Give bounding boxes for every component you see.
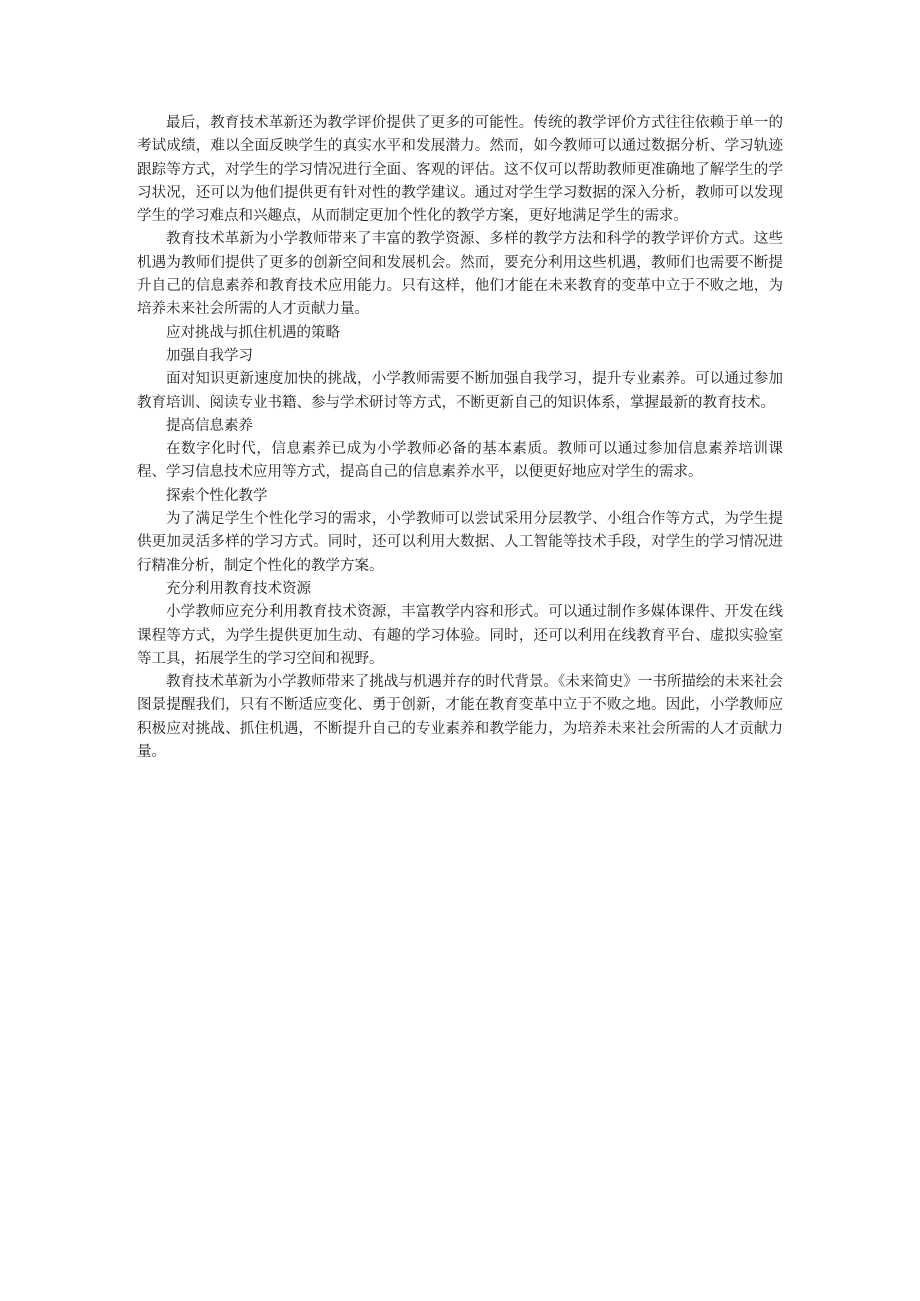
subheading-information-literacy: 提高信息素养 <box>166 417 253 434</box>
subheading-technology-resources: 充分利用教育技术资源 <box>166 580 311 597</box>
paragraph-self-learning: 面对知识更新速度加快的挑战，小学教师需要不断加强自我学习，提升专业素养。可以通过参加教育培训、阅读专业书籍、参与学术研讨等方式，不断更新自己的知识体系，掌握最新的教育技术。 <box>137 371 783 411</box>
paragraph-conclusion: 教育技术革新为小学教师带来了挑战与机遇并存的时代背景。《未来简史》一书所描绘的未来社会图景提醒我们，只有不断适应变化、勇于创新，才能在教育变革中立于不败之地。因此，小学教师应积极应对挑战、抓住机遇，不断提升自己的专业素养和教学能力，为培养未来社会所需的人才贡献力量。 <box>137 674 783 761</box>
subheading-self-learning: 加强自我学习 <box>166 347 253 364</box>
paragraph-personalized-teaching: 为了满足学生个性化学习的需求，小学教师可以尝试采用分层教学、小组合作等方式，为学生提供更加灵活多样的学习方式。同时，还可以利用大数据、人工智能等技术手段，对学生的学习情况进行精准分析，制定个性化的教学方案。 <box>137 511 783 574</box>
subheading-personalized-teaching: 探索个性化教学 <box>166 487 268 504</box>
section-heading-strategies: 应对挑战与抓住机遇的策略 <box>166 324 340 341</box>
paragraph-technology-resources: 小学教师应充分利用教育技术资源，丰富教学内容和形式。可以通过制作多媒体课件、开发在线课程等方式，为学生提供更加生动、有趣的学习体验。同时，还可以利用在线教育平台、虚拟实验室等工具，拓展学生的学习空间和视野。 <box>137 604 783 667</box>
paragraph-information-literacy: 在数字化时代，信息素养已成为小学教师必备的基本素质。教师可以通过参加信息素养培训课程、学习信息技术应用等方式，提高自己的信息素养水平，以便更好地应对学生的需求。 <box>137 441 783 481</box>
document-page <box>137 112 783 764</box>
paragraph-opportunities-summary: 教育技术革新为小学教师带来了丰富的教学资源、多样的教学方法和科学的教学评价方式。这些机遇为教师们提供了更多的创新空间和发展机会。然而，要充分利用这些机遇，教师们也需要不断提升自己的信息素养和教育技术应用能力。只有这样，他们才能在未来教育的变革中立于不败之地，为培养未来社会所需的人才贡献力量。 <box>137 231 783 318</box>
paragraph-evaluation: 最后，教育技术革新还为教学评价提供了更多的可能性。传统的教学评价方式往往依赖于单一的考试成绩，难以全面反映学生的真实水平和发展潜力。然而，如今教师可以通过数据分析、学习轨迹跟踪等方式，对学生的学习情况进行全面、客观的评估。这不仅可以帮助教师更准确地了解学生的学习状况，还可以为他们提供更有针对性的教学建议。通过对学生学习数据的深入分析，教师可以发现学生的学习难点和兴趣点，从而制定更加个性化的教学方案，更好地满足学生的需求。 <box>137 115 783 225</box>
